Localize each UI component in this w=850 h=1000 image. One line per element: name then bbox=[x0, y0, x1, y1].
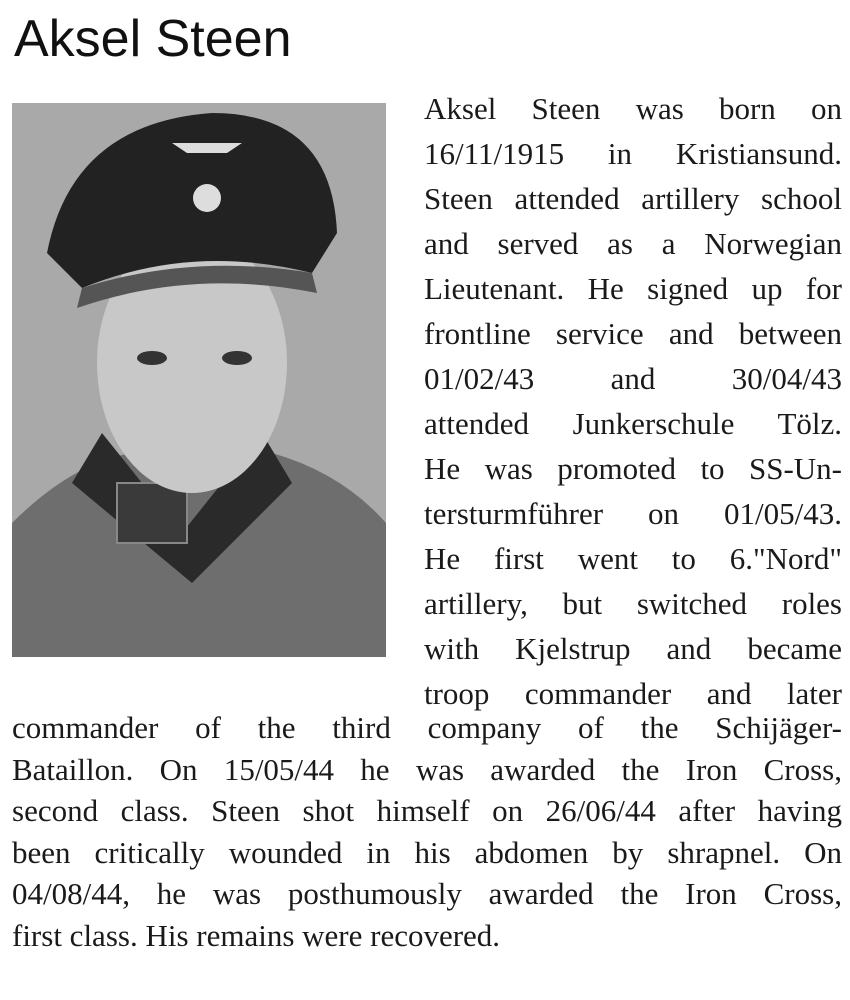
body-text-line: artillery, but switched roles bbox=[424, 586, 842, 621]
body-text-line: tersturmführer on 01/05/43. bbox=[424, 496, 842, 531]
body-text-line: commander of the third company of the Schijäger- bbox=[12, 710, 842, 745]
body-text-line: 04/08/44, he was posthumously awarded the Iron Cross, bbox=[12, 876, 842, 911]
body-text-line: Aksel Steen was born on bbox=[424, 91, 842, 126]
body-text-line: with Kjelstrup and became bbox=[424, 631, 842, 666]
body-text-line: Lieutenant. He signed up for bbox=[424, 271, 842, 306]
body-text-line: first class. His remains were recovered. bbox=[12, 917, 501, 953]
body-text-line: He first went to 6."Nord" bbox=[424, 541, 842, 576]
body-text-line: and served as a Norwegian bbox=[424, 226, 842, 261]
body-text-line: 16/11/1915 in Kristiansund. bbox=[424, 136, 842, 171]
body-text-line: He was promoted to SS-Un- bbox=[424, 451, 842, 486]
body-text-line: frontline service and between bbox=[424, 316, 842, 351]
portrait-photo bbox=[12, 103, 386, 657]
body-text-line: troop commander and later bbox=[424, 676, 842, 711]
body-text-line: Bataillon. On 15/05/44 he was awarded the Iron Cross, bbox=[12, 751, 842, 787]
body-text-line: been critically wounded in his abdomen by shrapnel. On bbox=[12, 834, 842, 870]
body-text-line: 01/02/43 and 30/04/43 bbox=[424, 361, 842, 396]
body-text-line: attended Junkerschule Tölz. bbox=[424, 406, 842, 441]
page-title: Aksel Steen bbox=[14, 10, 292, 68]
body-text-line: Steen attended artillery school bbox=[424, 181, 842, 216]
body-text-line: second class. Steen shot himself on 26/06/44 after having bbox=[12, 793, 842, 828]
